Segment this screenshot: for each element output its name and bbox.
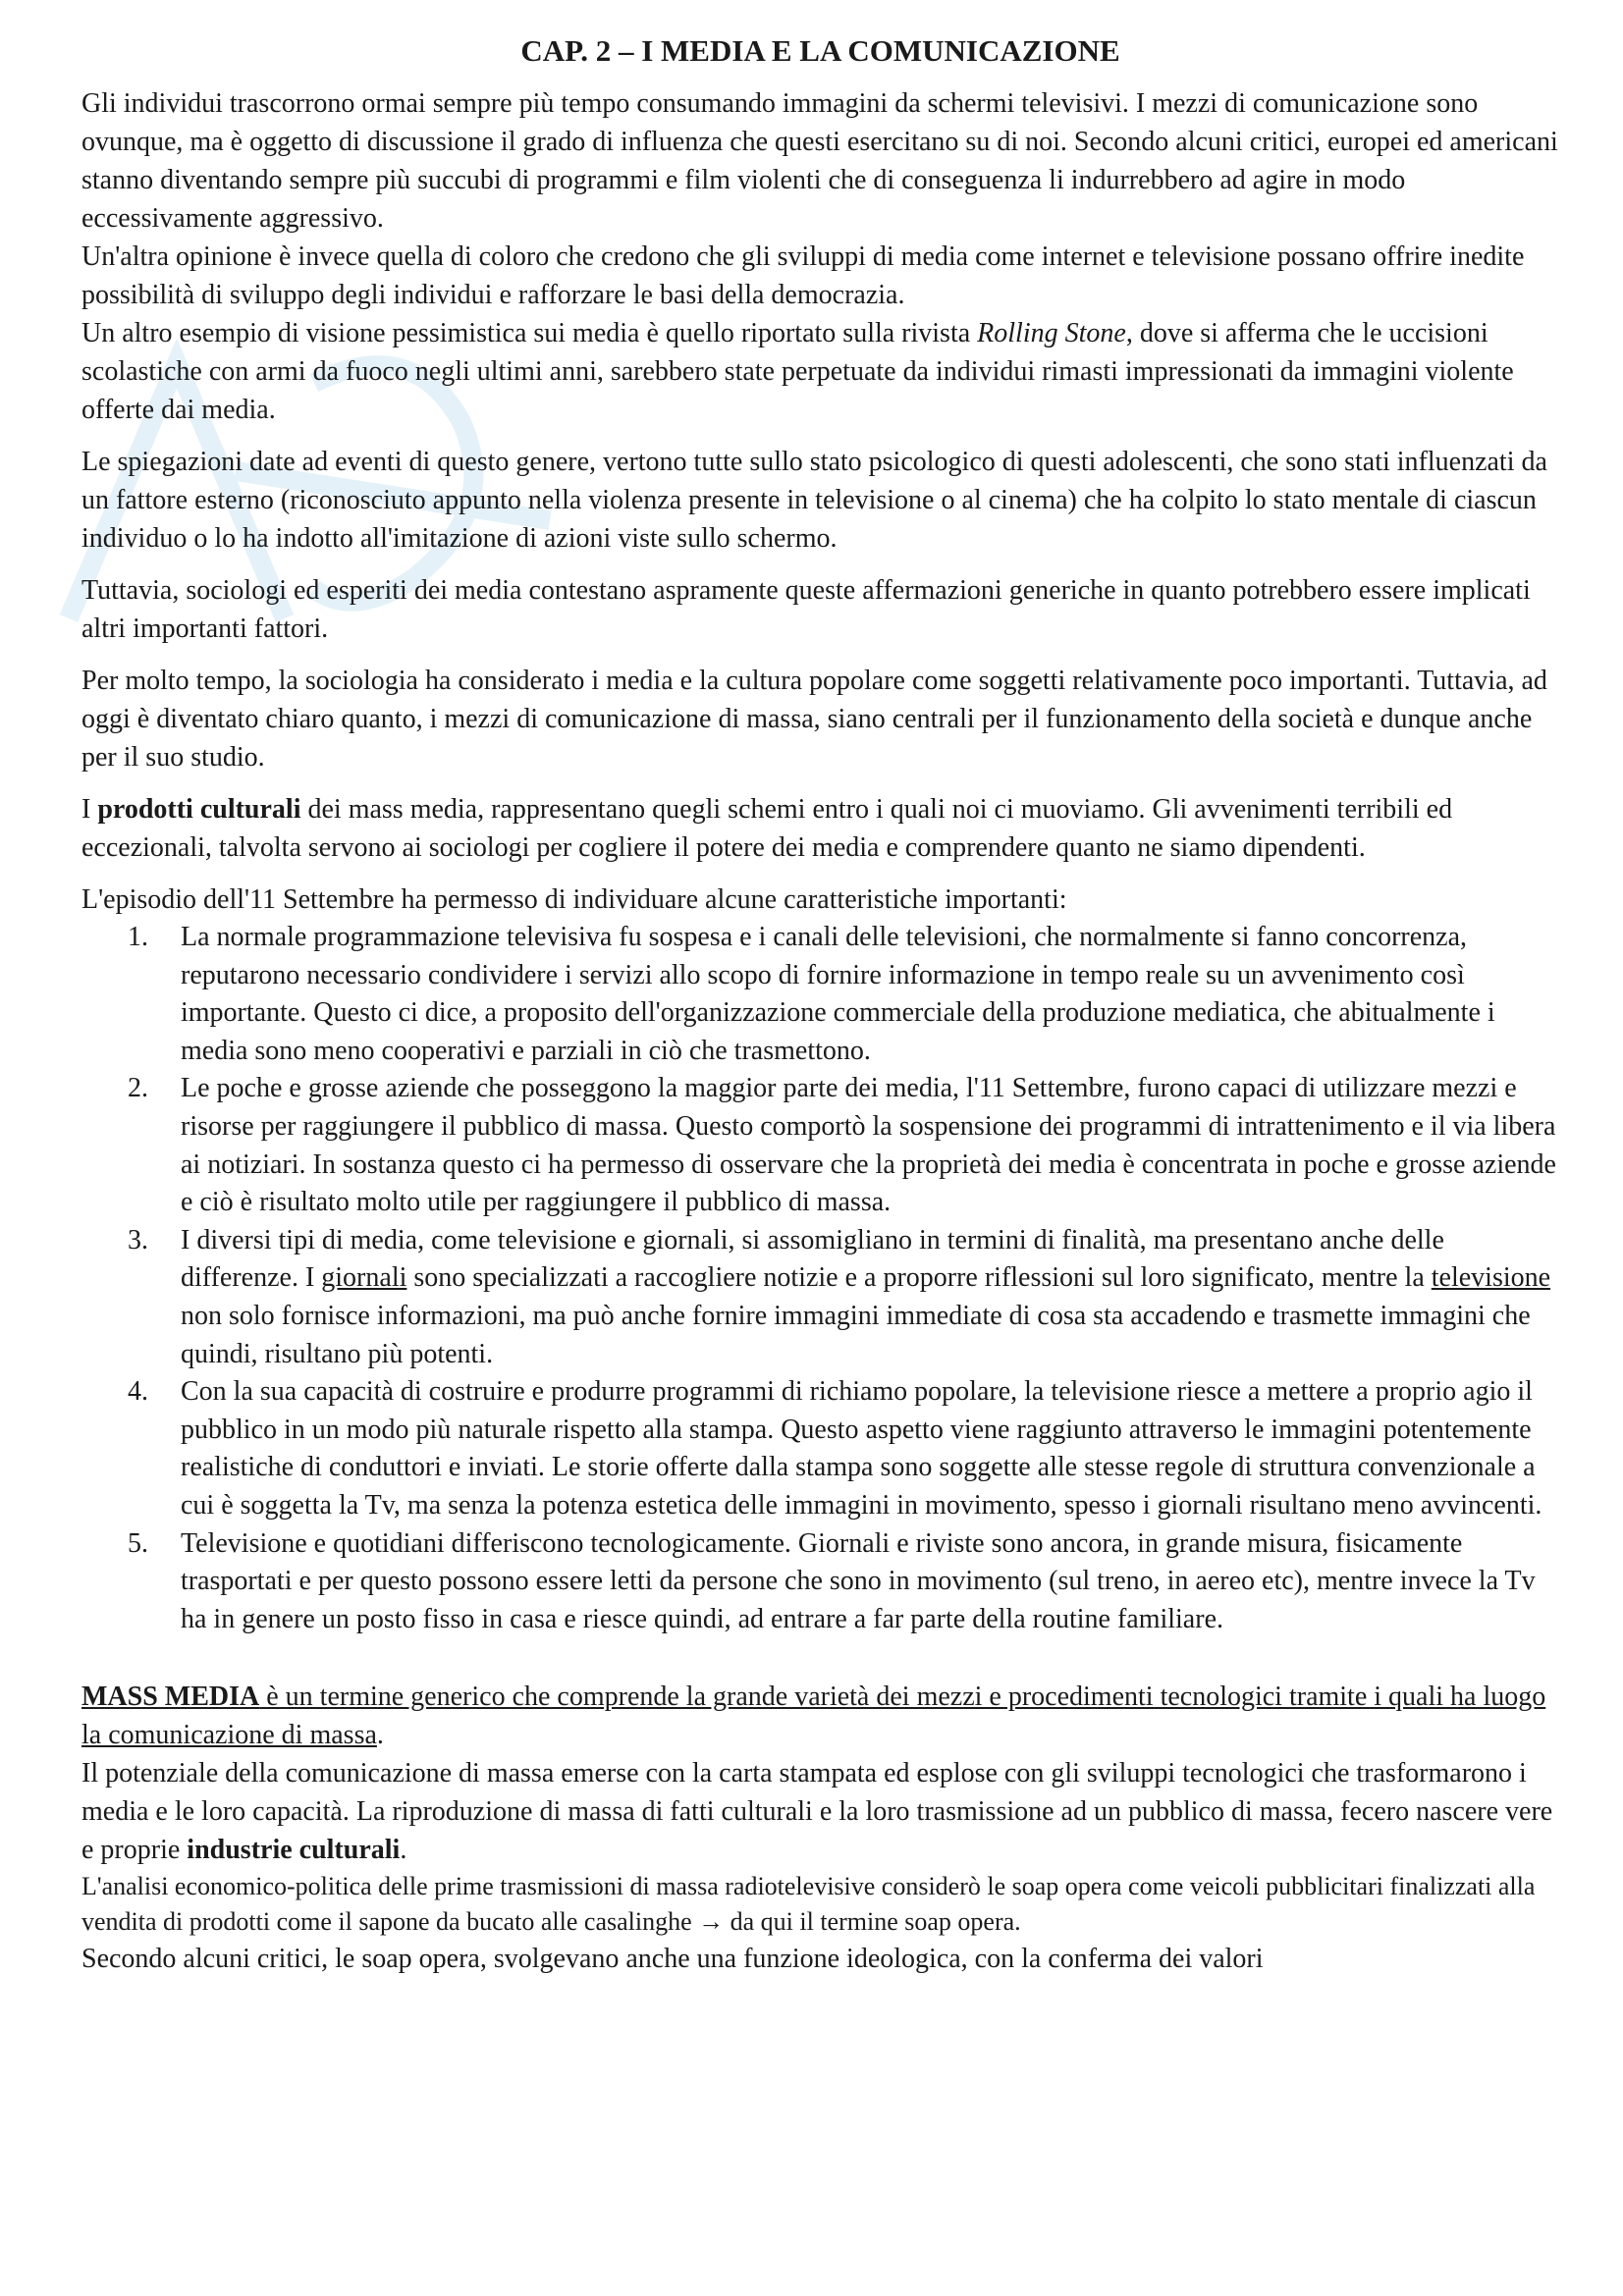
- text-span: I: [81, 794, 98, 825]
- paragraph-intro-2: Un'altra opinione è invece quella di coloro che credono che gli sviluppi di media come internet e televisione possano offrire inedite possibilità di sviluppo degli individui e rafforzare le basi della democrazia.: [81, 241, 1525, 310]
- paragraph-mass-media-definition: [81, 1678, 1559, 1754]
- bold-term: MASS MEDIA: [81, 1682, 260, 1713]
- text-span: .: [400, 1835, 407, 1866]
- page-title: CAP. 2 – I MEDIA E LA COMUNICAZIONE: [520, 33, 1120, 68]
- text-span: , dove si afferma che le uccisioni scolastiche con armi da fuoco negli ultimi anni, sarebbero state perpetuate da individui rimasti impressionati da immagini violente offerte dai media.: [81, 318, 1514, 425]
- numbered-list: [81, 919, 1559, 1638]
- paragraph-intro-1: Gli individui trascorrono ormai sempre più tempo consumando immagini da schermi televisivi. I mezzi di comunicazione sono ovunque, ma è oggetto di discussione il grado di influenza che questi esercitano su di noi. Secondo alcuni critici, europei ed americani stanno diventando sempre più succubi di programmi e film violenti che di conseguenza li indurrebbero ad agire in modo eccessivamente aggressivo.: [81, 88, 1558, 234]
- list-item: [81, 1525, 1559, 1639]
- paragraph-sociology: Per molto tempo, la sociologia ha considerato i media e la cultura popolare come soggetti relativamente poco importanti. Tuttavia, ad oggi è diventato chiaro quanto, i mezzi di comunicazione di massa, siano centrali per il funzionamento della società e dunque anche per il suo studio.: [81, 666, 1547, 773]
- underlined-term: televisione: [1431, 1262, 1551, 1294]
- paragraph-september-11: L'episodio dell'11 Settembre ha permesso di individuare alcune caratteristiche importanti:: [81, 884, 1067, 915]
- bold-term: prodotti culturali: [97, 794, 301, 825]
- paragraph-mass-communication: [81, 1754, 1559, 1869]
- paragraph-sociologists: Tuttavia, sociologi ed esperiti dei media contestano aspramente queste affermazioni generiche in quanto potrebbero essere implicati altri importanti fattori.: [81, 575, 1531, 644]
- bold-term: industrie culturali: [187, 1835, 401, 1866]
- list-item: [81, 1070, 1559, 1221]
- list-text: Le poche e grosse aziende che posseggono la maggior parte dei media, l'11 Settembre, furono capaci di utilizzare mezzi e risorse per raggiungere il pubblico di massa. Questo comportò la sospensione dei programmi di intrattenimento e il via libera ai notiziari. In sostanza questo ci ha permesso di osservare che la proprietà dei media è concentrata in poche e grosse aziende e ciò è risultato molto utile per raggiungere il pubblico di massa.: [181, 1073, 1556, 1218]
- definition-underlined: [81, 1682, 1545, 1750]
- paragraph-intro-3: [81, 314, 1559, 429]
- text-span: Il potenziale della comunicazione di massa emerse con la carta stampata ed esplose con gli sviluppi tecnologici che trasformarono i media e le loro capacità. La riproduzione di massa di fatti culturali e la loro trasmissione ad un pubblico di massa, fecero nascere vere e proprie: [81, 1758, 1553, 1866]
- list-item: [81, 1222, 1559, 1373]
- list-number: 3.: [128, 1224, 148, 1255]
- text-span: .: [376, 1720, 384, 1751]
- list-number: 2.: [128, 1073, 148, 1104]
- text-span: Un altro esempio di visione pessimistica sui media è quello riportato sulla rivista: [81, 318, 978, 348]
- text-span: è un termine generico che comprende la grande varietà dei mezzi e procedimenti tecnologici tramite i quali ha luogo la comunicazione di massa: [81, 1682, 1546, 1751]
- text-span: dei mass media, rappresentano quegli schemi entro i quali noi ci muoviamo. Gli avvenimenti terribili ed eccezionali, talvolta servono ai sociologi per cogliere il potere dei media e comprendere quanto ne siamo dipendenti.: [81, 794, 1453, 863]
- list-text: La normale programmazione televisiva fu sospesa e i canali delle televisioni, che normalmente si fanno concorrenza, reputarono necessario condividere i servizi allo scopo di fornire informazione in tempo reale su un avvenimento così importante. Questo ci dice, a proposito dell'organizzazione commerciale della produzione mediatica, che abitualmente i media sono meno cooperativi e parziali in ciò che trasmettono.: [181, 922, 1495, 1066]
- list-text: non solo fornisce informazioni, ma può anche fornire immagini immediate di cosa sta accadendo e trasmette immagini che quindi, risultano più potenti.: [181, 1300, 1531, 1369]
- paragraph-soap-opera: L'analisi economico-politica delle prime trasmissioni di massa radiotelevisive considerò le soap opera come veicoli pubblicitari finalizzati alla vendita di prodotti come il sapone da bucato alle casalinghe → da qui il termine soap opera.: [81, 1872, 1536, 1937]
- list-number: 1.: [128, 922, 148, 952]
- italic-magazine-name: Rolling Stone: [977, 318, 1126, 348]
- list-number: 4.: [128, 1376, 148, 1408]
- list-item: [81, 919, 1559, 1070]
- document-page: [81, 29, 1559, 1978]
- list-text: I diversi tipi di media, come televisione e giornali, si assomigliano in termini di finalità, ma presentano anche delle differenze. I: [181, 1224, 1444, 1294]
- list-text: Con la sua capacità di costruire e produrre programmi di richiamo popolare, la televisione riesce a mettere a proprio agio il pubblico in un modo più naturale rispetto alla stampa. Questo aspetto viene raggiunto attraverso le immagini potentemente realistiche di conduttori e inviati. Le storie offerte dalla stampa sono soggette alle stesse regole di struttura convenzionale a cui è soggetta la Tv, ma senza la potenza estetica delle immagini in movimento, spesso i giornali risultano meno avvincenti.: [181, 1376, 1542, 1521]
- paragraph-explanations: Le spiegazioni date ad eventi di questo genere, vertono tutte sullo stato psicologico di questi adolescenti, che sono stati influenzati da un fattore esterno (riconosciuto appunto nella violenza presente in televisione o al cinema) che ha colpito lo stato mentale di ciascun individuo o lo ha indotto all'imitazione di azioni viste sullo schermo.: [81, 447, 1547, 554]
- list-text: sono specializzati a raccogliere notizie e a proporre riflessioni sul loro significato, mentre la: [406, 1262, 1432, 1294]
- paragraph-critics: Secondo alcuni critici, le soap opera, svolgevano anche una funzione ideologica, con la conferma dei valori: [81, 1944, 1264, 1975]
- list-text: Televisione e quotidiani differiscono tecnologicamente. Giornali e riviste sono ancora, in grande misura, fisicamente trasportati e per questo possono essere letti da persone che sono in movimento (sul treno, in aereo etc), mentre invece la Tv ha in genere un posto fisso in casa e riesce quindi, ad entrare a far parte della routine familiare.: [181, 1527, 1536, 1634]
- underlined-term: giornali: [321, 1262, 407, 1294]
- list-number: 5.: [128, 1527, 148, 1559]
- list-item: [81, 1373, 1559, 1524]
- paragraph-cultural-products: [81, 790, 1559, 867]
